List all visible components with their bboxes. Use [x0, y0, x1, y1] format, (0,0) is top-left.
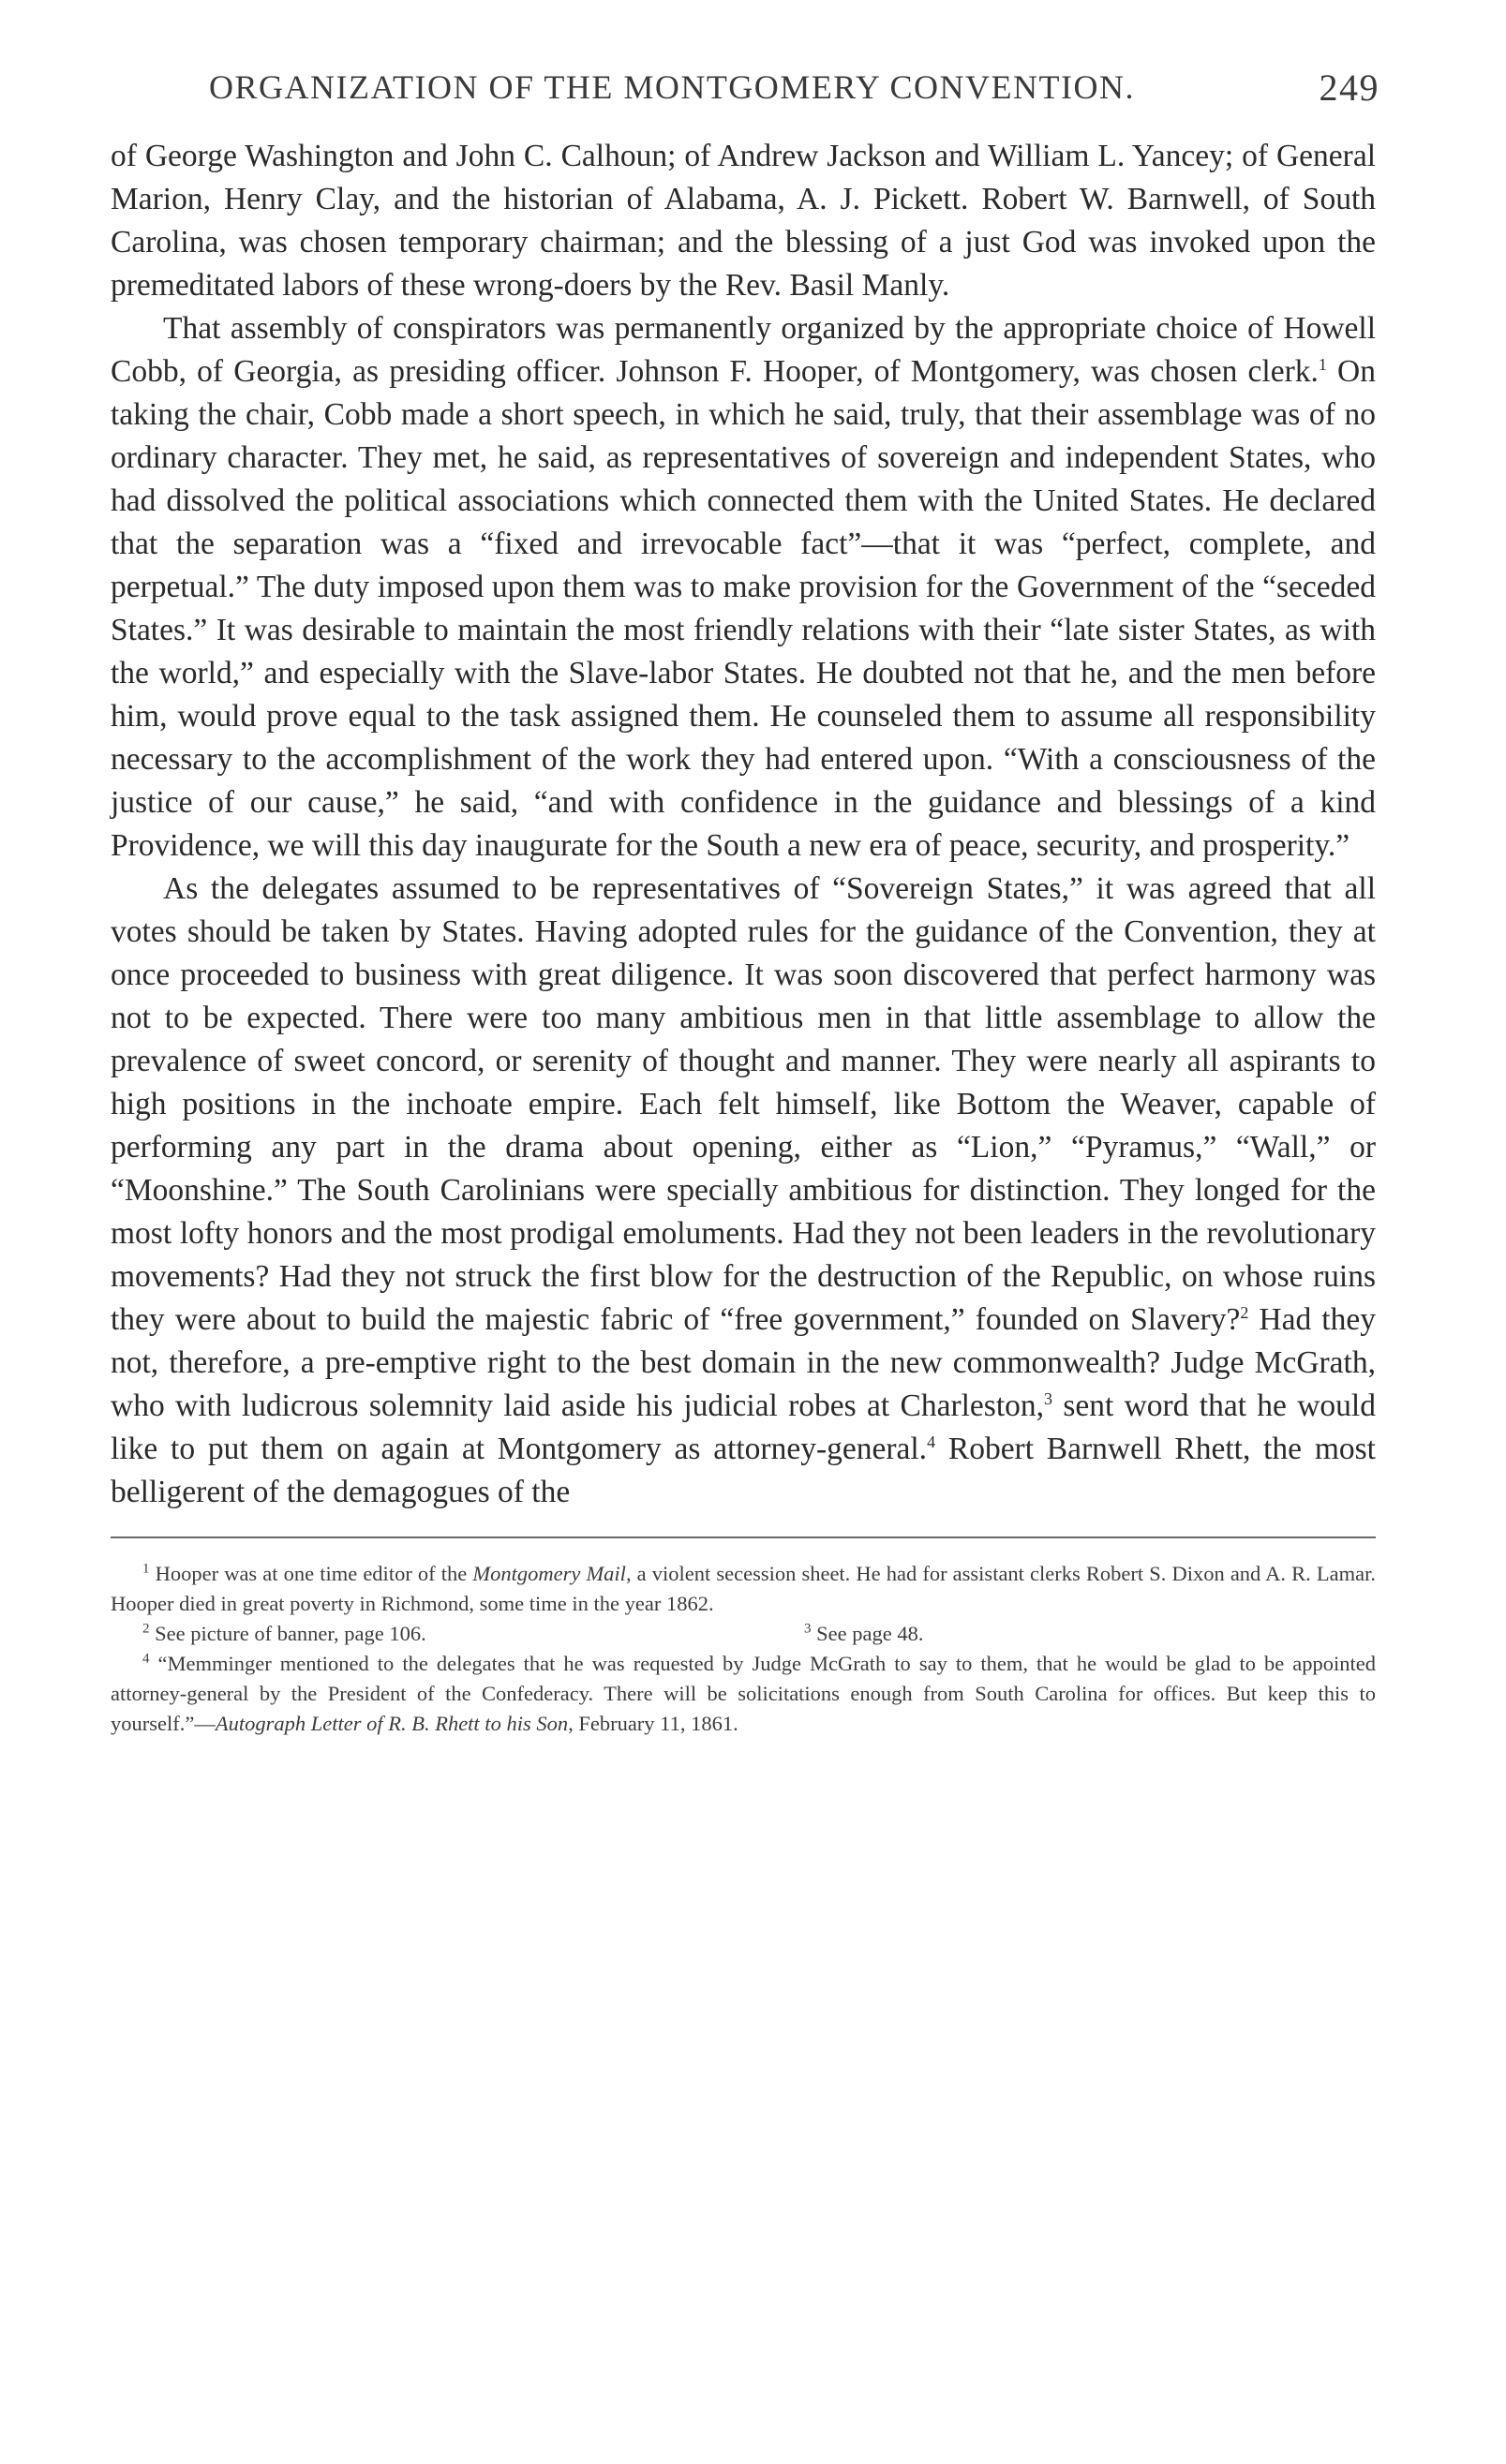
- page-number: 249: [1319, 67, 1379, 109]
- paragraph-1: [111, 135, 1376, 307]
- page-header: [111, 67, 1379, 124]
- footnote-divider: [111, 1536, 1376, 1538]
- footnote-1: [111, 1559, 1376, 1619]
- paragraph-3-text-a: As the delegates assumed to be representatives of “Sovereign States,” it was agreed that all votes should be taken by States. Having adopted rules for the guidance of the Convention, they at once proceeded to business with great diligence. It was soon discovered that perfect harmony was not to be expected. There were too many ambitious men in that little assemblage to allow the prevalence of sweet concord, or serenity of thought and manner. They were nearly all aspirants to high positions in the inchoate empire. Each felt himself, like Bottom the Weaver, capable of performing any part in the drama about opening, either as “Lion,” “Pyramus,” “Wall,” or “Moonshine.” The South Carolinians were specially ambitious for distinction. They longed for the most lofty honors and the most prodigal emoluments. Had they not been leaders in the revolutionary movements? Had they not struck the first blow for the destruction of the Republic, on whose ruins they were about to build the majestic fabric of “free government,” founded on Slavery?: [111, 871, 1376, 1337]
- body-text: [111, 135, 1376, 1514]
- paragraph-3-text-d: Robert Barnwell Rhett, the most belligerent of the demagogues of the: [111, 1432, 1376, 1509]
- footnote-2: [142, 1622, 426, 1645]
- footnote-1-mark: 1: [142, 1561, 150, 1577]
- footnote-ref-4: 4: [927, 1432, 936, 1451]
- footnote-2-mark: 2: [142, 1621, 150, 1637]
- paragraph-2-text-b: On taking the chair, Cobb made a short speech, in which he said, truly, that their assemblage was of no ordinary character. They met, he said, as representatives of sovereign and independent States, who had dissolved the political associations which connected them with the United States. He declared that the separation was a “fixed and irrevocable fact”—that it was “perfect, complete, and perpetual.” The duty imposed upon them was to make provision for the Government of the “seceded States.” It was desirable to maintain the most friendly relations with their “late sister States, as with the world,” and especially with the Slave-labor States. He doubted not that he, and the men before him, would prove equal to the task assigned them. He counseled them to assume all responsibility necessary to the accomplishment of the work they had entered upon. “With a consciousness of the justice of our cause,” he said, “and with confidence in the guidance and blessings of a kind Providence, we will this day inaugurate for the South a new era of peace, security, and prosperity.”: [111, 354, 1376, 863]
- paragraph-3-text-c: sent word that he would like to put them on again at Montgomery as attorney-general.: [111, 1388, 1376, 1466]
- paragraph-3-text-b: Had they not, therefore, a pre-emptive right to the best domain in the new commonwealth? Judge McGrath, who with ludicrous solemnity laid aside his judicial robes at Charleston,: [111, 1302, 1376, 1423]
- footnote-3-text: See page 48.: [811, 1622, 924, 1645]
- footnote-1-newspaper: Montgomery Mail: [472, 1562, 626, 1585]
- footnote-ref-1: 1: [1318, 354, 1327, 374]
- footnote-4-text-b: , February 11, 1861.: [568, 1712, 738, 1735]
- footnote-1-text-b: , a violent secession sheet. He had for assistant clerks Robert S. Dixon and A. R. Lamar. Hooper died in great poverty in Richmond, some time in the year 1862.: [111, 1562, 1376, 1615]
- footnote-ref-2: 2: [1240, 1302, 1249, 1322]
- footnote-ref-3: 3: [1044, 1388, 1053, 1408]
- footnote-4-text-a: “Memminger mentioned to the delegates that he was requested by Judge McGrath to say to them, that he would be glad to be appointed attorney-general by the President of the Confederacy. There will be solicitations enough from South Carolina for offices. But keep this to yourself.”—: [111, 1652, 1376, 1735]
- footnote-3: [804, 1619, 923, 1649]
- paragraph-3: [111, 868, 1376, 1514]
- book-page: [111, 67, 1379, 1739]
- footnotes: [111, 1559, 1376, 1739]
- footnotes-2-3-row: [111, 1619, 1376, 1649]
- running-title: ORGANIZATION OF THE MONTGOMERY CONVENTION.: [209, 68, 1135, 106]
- paragraph-2: [111, 307, 1376, 868]
- footnote-1-text-a: Hooper was at one time editor of the: [149, 1562, 473, 1585]
- footnote-4-mark: 4: [142, 1651, 150, 1667]
- paragraph-1-text: of George Washington and John C. Calhoun; of Andrew Jackson and William L. Yancey; of General Marion, Henry Clay, and the historian of Alabama, A. J. Pickett. Robert W. Barnwell, of South Carolina, was chosen temporary chairman; and the blessing of a just God was invoked upon the premeditated labors of these wrong-doers by the Rev. Basil Manly.: [111, 139, 1376, 303]
- footnote-4: [111, 1649, 1376, 1739]
- footnote-2-text: See picture of banner, page 106.: [149, 1622, 426, 1645]
- footnote-4-source: Autograph Letter of R. B. Rhett to his Son: [215, 1712, 569, 1735]
- paragraph-2-text-a: That assembly of conspirators was permanently organized by the appropriate choice of Howell Cobb, of Georgia, as presiding officer. Johnson F. Hooper, of Montgomery, was chosen clerk.: [111, 311, 1376, 389]
- footnote-3-mark: 3: [804, 1621, 812, 1637]
